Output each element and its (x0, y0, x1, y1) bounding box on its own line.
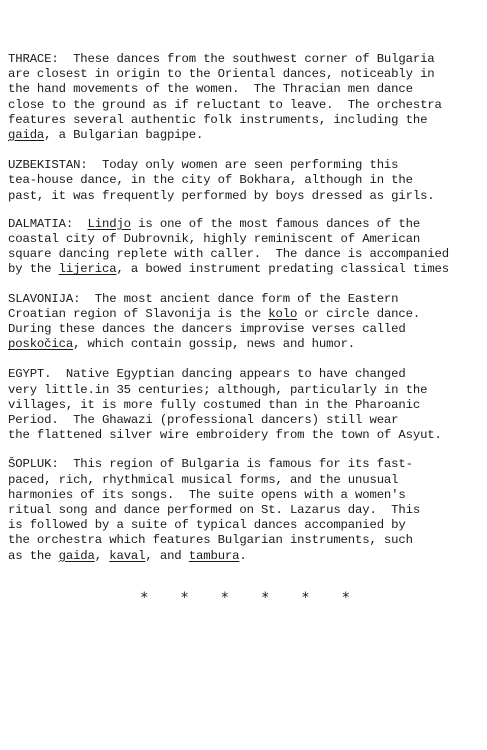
underlined-term: poskočica (8, 337, 74, 352)
text-fragment: or circle dance. (297, 306, 421, 321)
text-fragment: DALMATIA: (8, 216, 88, 231)
text-line (8, 337, 483, 352)
sopluk-paragraph (8, 457, 483, 563)
text-line: THRACE: These dances from the southwest corner of Bulgaria (8, 52, 435, 66)
text-fragment: , a bowed instrument predating classical times (116, 262, 450, 277)
uzbekistan-paragraph (8, 158, 483, 204)
asterisk: * (341, 590, 350, 606)
text-line: tea-house dance, in the city of Bokhara, although in the (8, 173, 413, 188)
text-line: the flattened silver wire embroidery from the town of Asyut. (8, 428, 442, 443)
text-line (8, 262, 483, 277)
text-line: SLAVONIJA: The most ancient dance form of the Eastern (8, 291, 399, 306)
underlined-term: kolo (268, 306, 298, 321)
text-line: features several authentic folk instruments, including the (8, 112, 428, 127)
text-line (8, 549, 483, 564)
asterisk: * (140, 590, 149, 606)
slavonija-paragraph (8, 292, 483, 353)
text-fragment: , which contain gossip, news and humor. (73, 337, 356, 352)
text-fragment: is one of the most famous dances of the (130, 216, 421, 231)
thrace-paragraph (8, 52, 483, 143)
text-fragment: Croatian region of Slavonija is the (8, 306, 269, 321)
underlined-term: tambura (188, 548, 240, 563)
document-page (8, 52, 483, 578)
text-line: UZBEKISTAN: Today only women are seen performing this (8, 158, 399, 173)
text-line: ritual song and dance performed on St. Lazarus day. This (8, 503, 421, 518)
text-line: Period. The Ghawazi (professional dancers) still wear (8, 413, 399, 428)
asterisk: * (220, 590, 230, 606)
asterisk: * (180, 590, 189, 606)
text-line: is followed by a suite of typical dances accompanied by (8, 518, 406, 533)
underlined-term: gaida (8, 128, 45, 143)
underlined-term: gaida (58, 548, 95, 563)
text-fragment: , a Bulgarian bagpipe. (44, 128, 204, 143)
text-line: close to the ground as if reluctant to leave. The orchestra (8, 97, 442, 112)
text-fragment: , (94, 548, 110, 563)
text-line (8, 307, 483, 322)
text-line: coastal city of Dubrovnik, highly reminiscent of American (8, 232, 421, 247)
text-line: paced, rich, rhythmical musical forms, and the unusual (8, 472, 399, 487)
text-line: past, it was frequently performed by boys dressed as girls. (8, 188, 435, 203)
dalmatia-paragraph (8, 217, 483, 278)
text-line: very little.in 35 centuries; although, particularly in the (8, 382, 428, 397)
text-line: the hand movements of the women. The Thracian men dance (8, 82, 413, 97)
underlined-term: lijerica (58, 262, 117, 277)
text-line: EGYPT. Native Egyptian dancing appears to have changed (8, 367, 406, 382)
text-line: the orchestra which features Bulgarian instruments, such (8, 533, 413, 548)
asterisk: * (301, 590, 310, 606)
underlined-term: Lindjo (87, 216, 131, 231)
text-line: villages, it is more fully costumed than in the Pharoanic (8, 397, 421, 412)
text-fragment: . (239, 548, 247, 563)
text-fragment: by the (8, 262, 59, 277)
text-line (8, 128, 483, 143)
text-line (8, 217, 483, 232)
egypt-paragraph (8, 367, 483, 443)
asterisk-divider (140, 590, 350, 606)
text-line: square dancing replete with caller. The dance is accompanied (8, 247, 449, 262)
text-line: are closest in origin to the Oriental dances, noticeably in (8, 67, 435, 82)
text-line: During these dances the dancers improvise verses called (8, 322, 406, 337)
asterisk: * (260, 590, 270, 606)
text-fragment: as the (8, 548, 59, 563)
text-fragment: , and (145, 548, 189, 563)
underlined-term: kaval (109, 548, 146, 563)
text-line: harmonies of its songs. The suite opens with a women's (8, 487, 406, 502)
text-line: ŠOPLUK: This region of Bulgaria is famous for its fast- (8, 457, 413, 472)
